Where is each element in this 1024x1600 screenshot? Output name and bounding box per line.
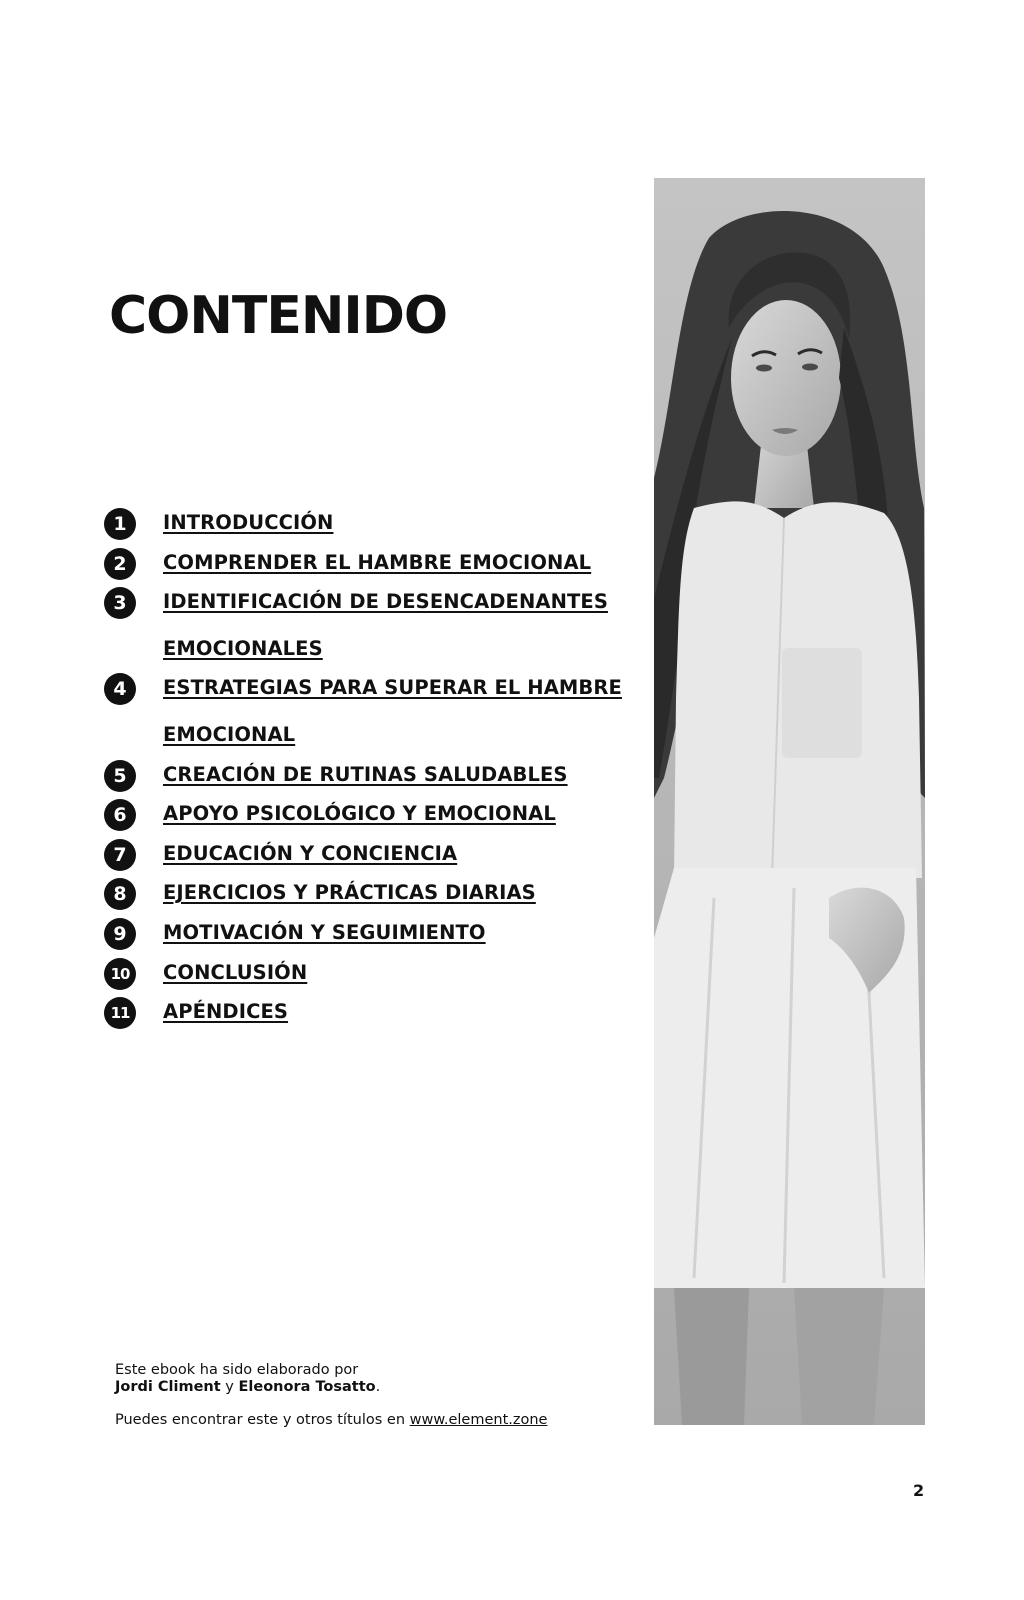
author-name: Jordi Climent <box>115 1379 221 1395</box>
number-badge-icon: 10 <box>104 958 136 990</box>
page-number: 2 <box>913 1481 925 1500</box>
toc-link-identificacion[interactable]: IDENTIFICACIÓN DE DESENCADENANTES EMOCIONALES <box>163 590 608 660</box>
credits-find-text: Puedes encontrar este y otros títulos en <box>115 1412 406 1428</box>
toc-link-ejercicios[interactable]: EJERCICIOS Y PRÁCTICAS DIARIAS <box>163 881 536 905</box>
number-badge-icon: 6 <box>104 799 136 831</box>
toc-link-introduccion[interactable]: INTRODUCCIÓN <box>163 511 334 534</box>
credits-intro: Este ebook ha sido elaborado por <box>115 1362 359 1378</box>
number-badge-icon: 3 <box>104 587 136 619</box>
toc-link-educacion[interactable]: EDUCACIÓN Y CONCIENCIA <box>163 841 458 865</box>
credits-period: . <box>375 1379 381 1395</box>
toc-item <box>104 996 644 1036</box>
portrait-illustration <box>654 178 925 1425</box>
number-badge-icon: 4 <box>104 673 136 705</box>
number-badge-icon: 11 <box>104 997 136 1029</box>
toc-link-comprender[interactable]: COMPRENDER EL HAMBRE EMOCIONAL <box>163 550 592 574</box>
author-name: Eleonora Tosatto <box>238 1379 376 1395</box>
toc-link-conclusion[interactable]: CONCLUSIÓN <box>163 960 308 984</box>
table-of-contents <box>104 507 644 1036</box>
toc-link-apoyo[interactable]: APOYO PSICOLÓGICO Y EMOCIONAL <box>163 802 556 826</box>
number-badge-icon: 5 <box>104 760 136 792</box>
toc-link-estrategias[interactable]: ESTRATEGIAS PARA SUPERAR EL HAMBRE EMOCIONAL <box>163 676 622 746</box>
website-link[interactable]: www.element.zone <box>409 1412 548 1428</box>
number-badge-icon: 9 <box>104 918 136 950</box>
page-title: CONTENIDO <box>109 286 448 346</box>
credits <box>115 1362 547 1429</box>
toc-link-motivacion[interactable]: MOTIVACIÓN Y SEGUIMIENTO <box>163 920 486 944</box>
credits-find <box>115 1412 547 1429</box>
woman-portrait-photo <box>654 178 925 1425</box>
number-badge-icon: 2 <box>104 548 136 580</box>
credits-conjunction: y <box>225 1379 234 1395</box>
number-badge-icon: 8 <box>104 878 136 910</box>
credits-authors <box>115 1379 547 1396</box>
toc-link-rutinas[interactable]: CREACIÓN DE RUTINAS SALUDABLES <box>163 762 568 786</box>
toc-item <box>104 586 644 672</box>
toc-item <box>104 672 644 758</box>
toc-link-apendices[interactable]: APÉNDICES <box>163 1000 289 1024</box>
number-badge-icon: 1 <box>104 508 136 540</box>
number-badge-icon: 7 <box>104 839 136 871</box>
